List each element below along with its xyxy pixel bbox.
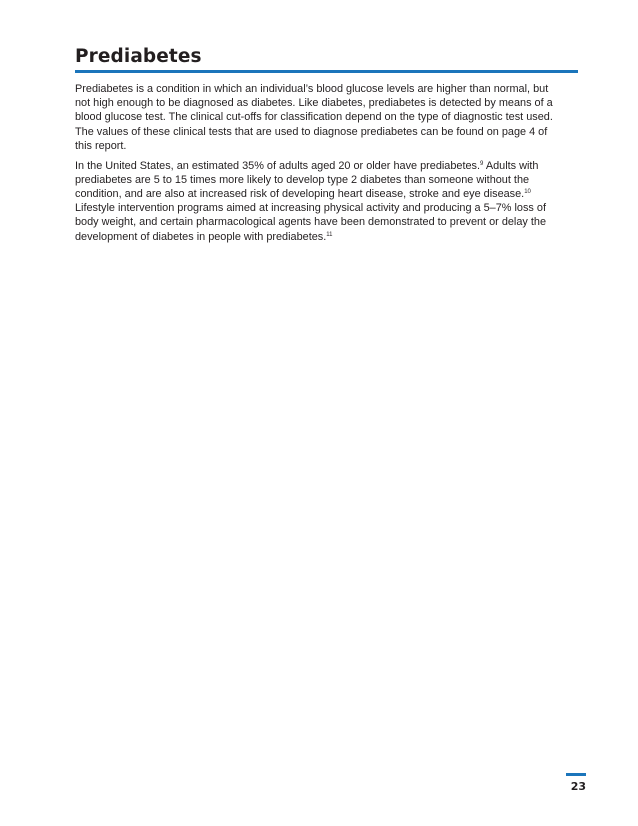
body-text [75, 82, 553, 249]
paragraph-prevalence-text-3: Lifestyle intervention programs aimed at increasing physical activity and producing a 5–7% loss of body weight, and certain pharmacological agents have been demonstrated to prevent or delay the development of diabetes in people with prediabetes. [75, 202, 547, 243]
footnote-ref-11: 11 [326, 231, 333, 238]
paragraph-prevalence-text-2: Adults with prediabetes are 5 to 15 times more likely to develop type 2 diabetes than someone without the condition, and are also at increased risk of developing heart disease, stroke and eye disease. [75, 159, 539, 200]
footnote-ref-9: 9 [480, 160, 484, 167]
paragraph-prevalence-text-1: In the United States, an estimated 35% of adults aged 20 or older have prediabetes. [75, 159, 481, 172]
heading-underline [75, 70, 578, 73]
section-heading: Prediabetes [75, 46, 202, 67]
paragraph-prevalence [75, 159, 553, 244]
page-number-rule [566, 773, 586, 776]
footnote-ref-10: 10 [524, 188, 531, 195]
paragraph-definition: Prediabetes is a condition in which an individual’s blood glucose levels are higher than normal, but not high enough to be diagnosed as diabetes. Like diabetes, prediabetes is detected by means of a blood glucose test. The clinical cut-offs for classification depend on the type of diagnostic test used. The values of these clinical tests that are used to diagnose prediabetes can be found on page 4 of this report. [75, 83, 553, 152]
page-number: 23 [570, 780, 586, 793]
